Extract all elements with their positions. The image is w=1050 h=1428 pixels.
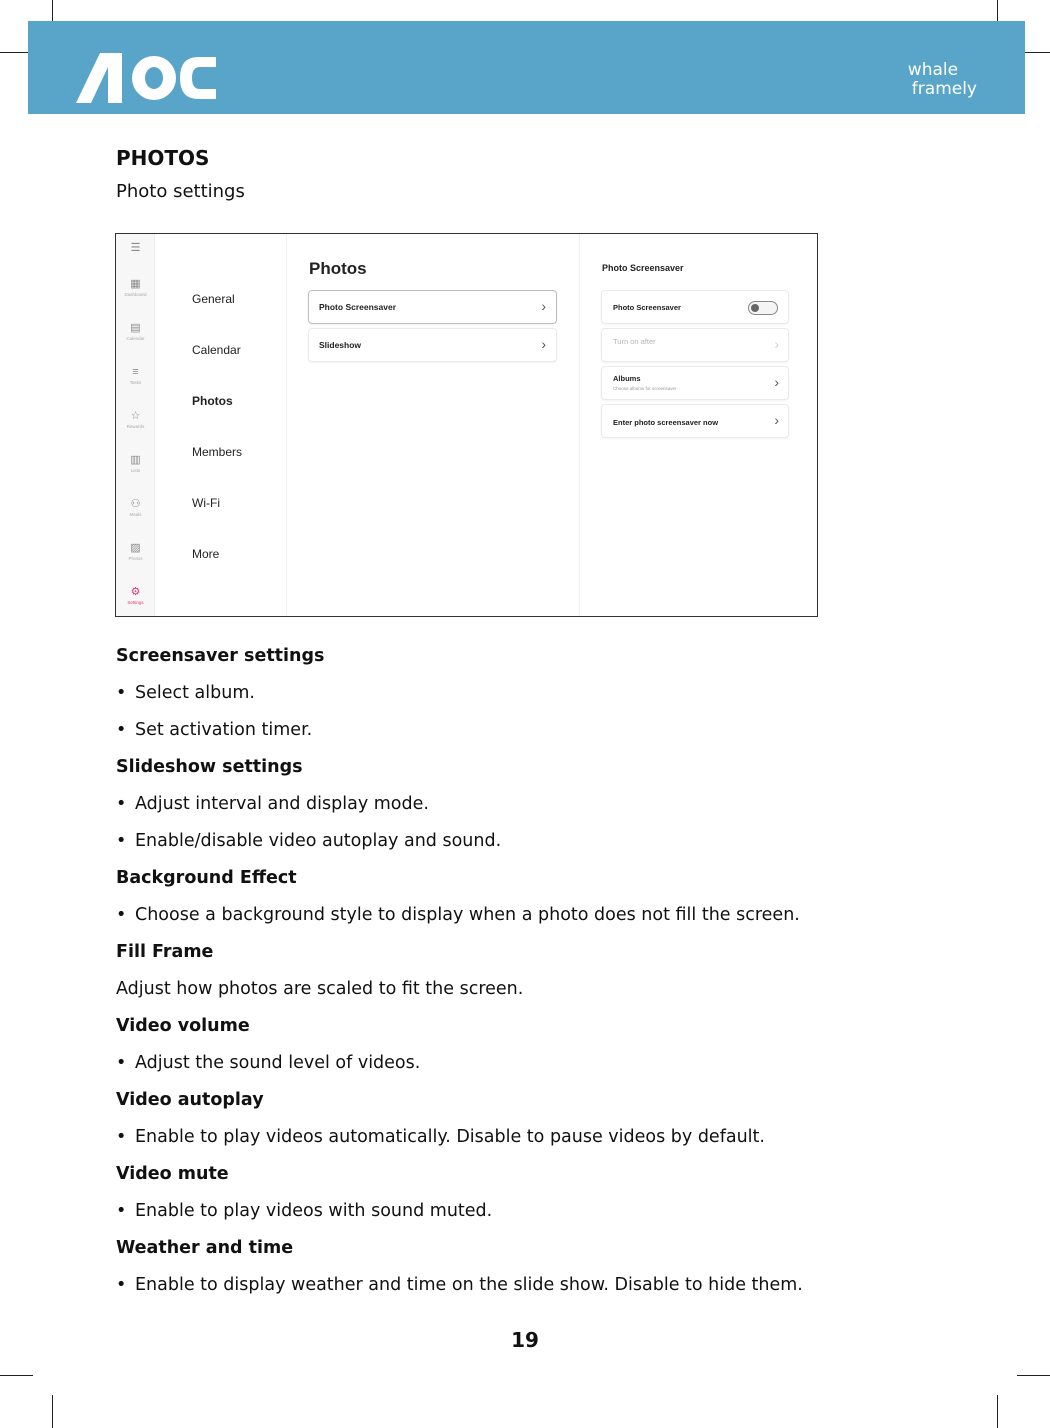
crop-mark: [1017, 1375, 1050, 1376]
section-heading: Fill Frame: [116, 942, 214, 962]
dashboard-icon: ▦: [130, 278, 141, 290]
rail-label: Meals: [129, 512, 142, 517]
bullet-text: Enable to play videos with sound muted.: [135, 1201, 493, 1221]
rewards-icon: ☆: [130, 410, 141, 422]
section-heading: Slideshow settings: [116, 757, 303, 777]
rail-item-tasks[interactable]: [116, 366, 155, 386]
bullet-icon: •: [116, 1053, 127, 1073]
page-number: 19: [511, 1328, 539, 1352]
page-title: PHOTOS: [116, 146, 210, 170]
menu-item-members[interactable]: Members: [192, 445, 243, 459]
photos-panel: [288, 234, 580, 616]
bullet-text: Enable to play videos automatically. Disable to pause videos by default.: [135, 1127, 765, 1147]
bullet-icon: •: [116, 683, 127, 703]
rail-item-calendar[interactable]: [116, 322, 155, 342]
crop-mark: [0, 1375, 33, 1376]
menu-item-more[interactable]: More: [192, 547, 220, 561]
row-screensaver-toggle[interactable]: [601, 290, 789, 324]
bullet-text: Select album.: [135, 683, 255, 703]
lists-icon: ▥: [130, 454, 141, 466]
row-label: Photo Screensaver: [319, 302, 397, 312]
photos-icon: ▨: [130, 542, 141, 554]
row-photo-screensaver[interactable]: [308, 290, 557, 324]
rail-item-menu[interactable]: [116, 242, 155, 255]
row-sublabel: Choose albums for screensaver: [613, 386, 677, 391]
calendar-icon: ▤: [130, 322, 141, 334]
bullet-text: Adjust interval and display mode.: [135, 794, 429, 814]
chevron-right-icon: ›: [774, 336, 779, 352]
bullet-icon: •: [116, 794, 127, 814]
nav-rail: [116, 234, 155, 616]
screensaver-toggle[interactable]: [748, 301, 778, 315]
section-heading: Video volume: [116, 1016, 250, 1036]
bullet-icon: •: [116, 1127, 127, 1147]
rail-item-lists[interactable]: [116, 454, 155, 474]
settings-icon: ⚙: [130, 586, 141, 598]
crop-mark: [997, 1395, 998, 1428]
rail-item-settings[interactable]: [116, 586, 155, 606]
paragraph: Adjust how photos are scaled to fit the screen.: [116, 979, 524, 999]
brand-line-2: framely: [911, 79, 977, 99]
rail-item-photos[interactable]: [116, 542, 155, 562]
chevron-right-icon: ›: [541, 336, 546, 352]
aoc-logo: [76, 53, 218, 105]
bullet-text: Enable to display weather and time on the slide show. Disable to hide them.: [135, 1275, 803, 1295]
rail-item-meals[interactable]: [116, 498, 155, 518]
rail-label: Settings: [127, 600, 144, 605]
screensaver-panel: [581, 234, 818, 616]
rail-label: Calendar: [126, 336, 145, 341]
chevron-right-icon: ›: [774, 374, 779, 390]
rail-item-rewards[interactable]: [116, 410, 155, 430]
row-label: Photo Screensaver: [613, 303, 681, 312]
header-banner: [28, 21, 1025, 114]
rail-item-dashboard[interactable]: [116, 278, 155, 298]
rail-label: Rewards: [126, 424, 145, 429]
bullet-text: Adjust the sound level of videos.: [135, 1053, 421, 1073]
section-heading: Background Effect: [116, 868, 297, 888]
menu-item-calendar[interactable]: Calendar: [192, 343, 241, 357]
panel-title: Photo Screensaver: [602, 263, 684, 273]
row-albums[interactable]: [601, 366, 789, 400]
row-label: Turn on after: [613, 337, 656, 346]
bullet-icon: •: [116, 1275, 127, 1295]
settings-menu: [155, 234, 287, 616]
rail-label: Tasks: [129, 380, 142, 385]
rail-label: Dashboard: [124, 292, 147, 297]
rail-label: Lists: [130, 468, 141, 473]
brand-logo: [904, 61, 977, 99]
bullet-text: Choose a background style to display when a photo does not fill the screen.: [135, 905, 800, 925]
section-heading: Weather and time: [116, 1238, 294, 1258]
bullet-text: Enable/disable video autoplay and sound.: [135, 831, 502, 851]
crop-mark: [52, 1395, 53, 1428]
chevron-right-icon: ›: [774, 412, 779, 428]
row-label: Albums: [613, 374, 641, 383]
bullet-icon: •: [116, 831, 127, 851]
row-enter-screensaver[interactable]: [601, 404, 789, 438]
section-heading: Video autoplay: [116, 1090, 264, 1110]
bullet-icon: •: [116, 1201, 127, 1221]
row-turn-on-after[interactable]: [601, 328, 789, 362]
section-heading: Video mute: [116, 1164, 229, 1184]
row-label: Enter photo screensaver now: [613, 418, 719, 427]
toggle-knob: [751, 304, 759, 312]
rail-label: Photos: [128, 556, 143, 561]
tasks-icon: ≡: [132, 366, 139, 378]
panel-title: Photos: [309, 259, 367, 278]
menu-item-photos[interactable]: Photos: [192, 394, 233, 408]
settings-screenshot: [115, 233, 818, 617]
menu-item-wifi[interactable]: Wi-Fi: [192, 496, 220, 510]
row-label: Slideshow: [319, 340, 362, 350]
bullet-icon: •: [116, 905, 127, 925]
row-slideshow[interactable]: [308, 328, 557, 362]
bullet-text: Set activation timer.: [135, 720, 313, 740]
page-subtitle: Photo settings: [116, 181, 245, 202]
section-heading: Screensaver settings: [116, 646, 325, 666]
menu-icon: ☰: [130, 242, 141, 254]
menu-item-general[interactable]: General: [192, 292, 235, 306]
meals-icon: ⚇: [130, 498, 141, 510]
bullet-icon: •: [116, 720, 127, 740]
brand-line-1: whale: [907, 60, 959, 80]
chevron-right-icon: ›: [541, 298, 546, 314]
